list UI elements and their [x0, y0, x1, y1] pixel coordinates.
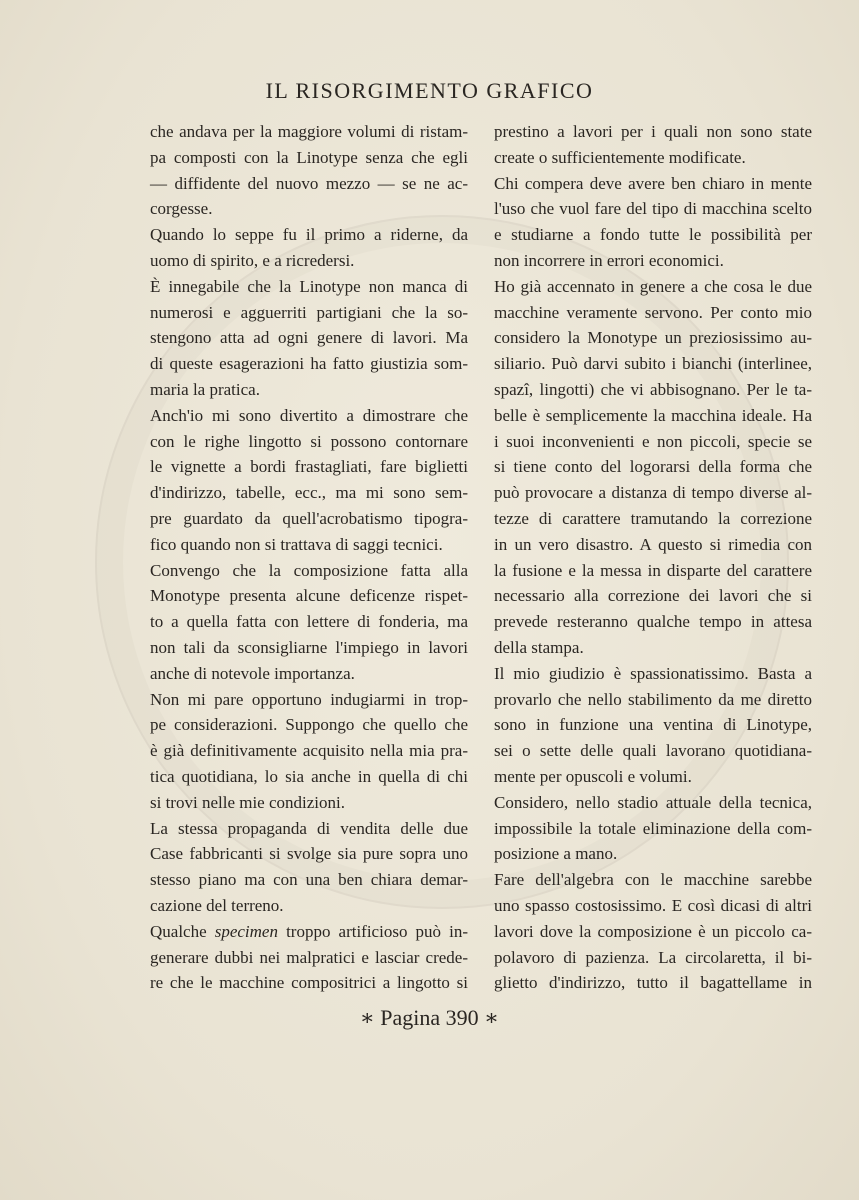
- text-line: che andava per la maggiore volumi di ristam-: [150, 122, 468, 141]
- text-line: Monotype presenta alcune deficenze rispet-: [150, 586, 468, 606]
- text-line: pre guardato da quell'acrobatismo tipogra-: [150, 508, 468, 528]
- text-line: spazî, lingotti) che vi abbisognano. Per le ta-: [494, 379, 812, 399]
- page-number: ∗ Pagina 390 ∗: [359, 1005, 500, 1030]
- text-line: È innegabile che la Linotype non manca di: [150, 276, 468, 296]
- text-line: mente per opuscoli e volumi.: [494, 766, 692, 786]
- text-line: Ho già accennato in genere a che cosa le due: [494, 276, 812, 296]
- text-line: polavoro di pazienza. La circolaretta, il bi-: [494, 947, 812, 967]
- text-line: create o sufficientemente modificate.: [494, 147, 746, 167]
- italic-word: specimen: [214, 921, 278, 941]
- text-line: anche di notevole importanza.: [150, 663, 355, 683]
- text-line: si trovi nelle mie condizioni.: [150, 792, 345, 812]
- text-line: la fusione e la messa in disparte del carattere: [494, 560, 812, 580]
- text-line: fico quando non si trattava di saggi tecnici.: [150, 534, 443, 554]
- text-line: l'uso che vuol fare del tipo di macchina scelto: [494, 199, 812, 219]
- text-line: corgesse.: [150, 199, 213, 219]
- text-line: stesso piano ma con una ben chiara demar-: [150, 870, 468, 890]
- text-line: — diffidente del nuovo mezzo — se ne ac-: [150, 173, 468, 193]
- text-line: e studiarne a fondo tutte le possibilità per: [494, 225, 812, 245]
- text-line: pe considerazioni. Suppongo che quello che: [150, 715, 468, 735]
- text-line: glietto d'indirizzo, tutto il bagattellame in: [494, 973, 812, 993]
- text-line: provarlo che nello stabilimento da me diretto: [494, 689, 812, 709]
- left-column: [150, 119, 468, 996]
- text-line: di queste esagerazioni ha fatto giustizia som-: [150, 354, 468, 374]
- text-line: può provocare a distanza di tempo diverse al-: [494, 483, 812, 503]
- text-line: prevede resteranno qualche tempo in attesa: [494, 612, 812, 632]
- text-line: macchine veramente servono. Per conto mio: [494, 302, 812, 322]
- text-line: Fare dell'algebra con le macchine sarebbe: [494, 870, 812, 890]
- text-line: Anch'io mi sono divertito a dimostrare che: [150, 405, 468, 425]
- text-span: Qualche: [150, 921, 215, 941]
- right-column: [494, 119, 812, 996]
- text-line: è già definitivamente acquisito nella mia pra-: [150, 741, 468, 761]
- text-line: generare dubbi nei malpratici e lasciar crede-: [150, 947, 468, 967]
- text-line: Case fabbricanti si svolge sia pure sopra uno: [150, 844, 468, 864]
- text-line: belle è semplicemente la macchina ideale. Ha: [494, 405, 812, 425]
- text-line: le vignette a bordi frastagliati, fare biglietti: [150, 457, 468, 477]
- text-line: tezze di carattere tramutando la correzione: [494, 508, 812, 528]
- text-line: considero la Monotype un preziosissimo au-: [494, 328, 812, 348]
- text-line: Quando lo seppe fu il primo a riderne, da: [150, 225, 468, 245]
- text-line: pa composti con la Linotype senza che egli: [150, 147, 468, 167]
- text-line: numerosi e agguerriti partigiani che la so-: [150, 302, 468, 322]
- text-line: prestino a lavori per i quali non sono state: [494, 122, 812, 141]
- text-line: Il mio giudizio è spassionatissimo. Basta a: [494, 663, 812, 683]
- text-line: non tali da sconsigliarne l'impiego in lavori: [150, 637, 468, 657]
- text-line: [150, 919, 468, 945]
- text-line: sono in funzione una ventina di Linotype,: [494, 715, 812, 735]
- text-line: maria la pratica.: [150, 379, 260, 399]
- text-line: si tiene conto del logorarsi della forma che: [494, 457, 812, 477]
- text-line: non incorrere in errori economici.: [494, 250, 724, 270]
- text-line: Non mi pare opportuno indugiarmi in trop-: [150, 689, 468, 709]
- text-line: re che le macchine compositrici a lingotto si: [150, 973, 468, 993]
- text-line: uno spasso costosissimo. E così dicasi di altri: [494, 895, 812, 915]
- text-line: impossibile la totale eliminazione della com-: [494, 818, 812, 838]
- text-line: uomo di spirito, e a ricredersi.: [150, 250, 355, 270]
- text-line: posizione a mano.: [494, 844, 618, 864]
- text-line: stengono atta ad ogni genere di lavori. Ma: [150, 328, 468, 348]
- text-line: in un vero disastro. A questo si rimedia con: [494, 534, 812, 554]
- text-line: lavori dove la composizione è un piccolo ca-: [494, 921, 812, 941]
- text-line: della stampa.: [494, 637, 584, 657]
- text-line: sei o sette delle quali lavorano quotidiana-: [494, 741, 812, 761]
- text-line: La stessa propaganda di vendita delle due: [150, 818, 468, 838]
- text-line: necessario alla correzione dei lavori che si: [494, 586, 812, 606]
- text-line: con le righe lingotto si possono contornare: [150, 431, 468, 451]
- text-line: d'indirizzo, tabelle, ecc., ma mi sono sem-: [150, 483, 468, 503]
- text-line: siliario. Può darvi subito i bianchi (interlinee,: [494, 354, 812, 374]
- text-line: to a quella fatta con lettere di fonderia, ma: [150, 612, 468, 632]
- text-line: Convengo che la composizione fatta alla: [150, 560, 468, 580]
- text-span: troppo artificioso può in-: [277, 921, 468, 941]
- text-line: tica quotidiana, lo sia anche in quella di chi: [150, 766, 468, 786]
- text-line: i suoi inconvenienti e non piccoli, specie se: [494, 431, 812, 451]
- running-head: IL RISORGIMENTO GRAFICO: [265, 78, 594, 103]
- text-line: Considero, nello stadio attuale della tecnica,: [494, 792, 812, 812]
- text-line: cazione del terreno.: [150, 895, 284, 915]
- text-line: Chi compera deve avere ben chiaro in mente: [494, 173, 812, 193]
